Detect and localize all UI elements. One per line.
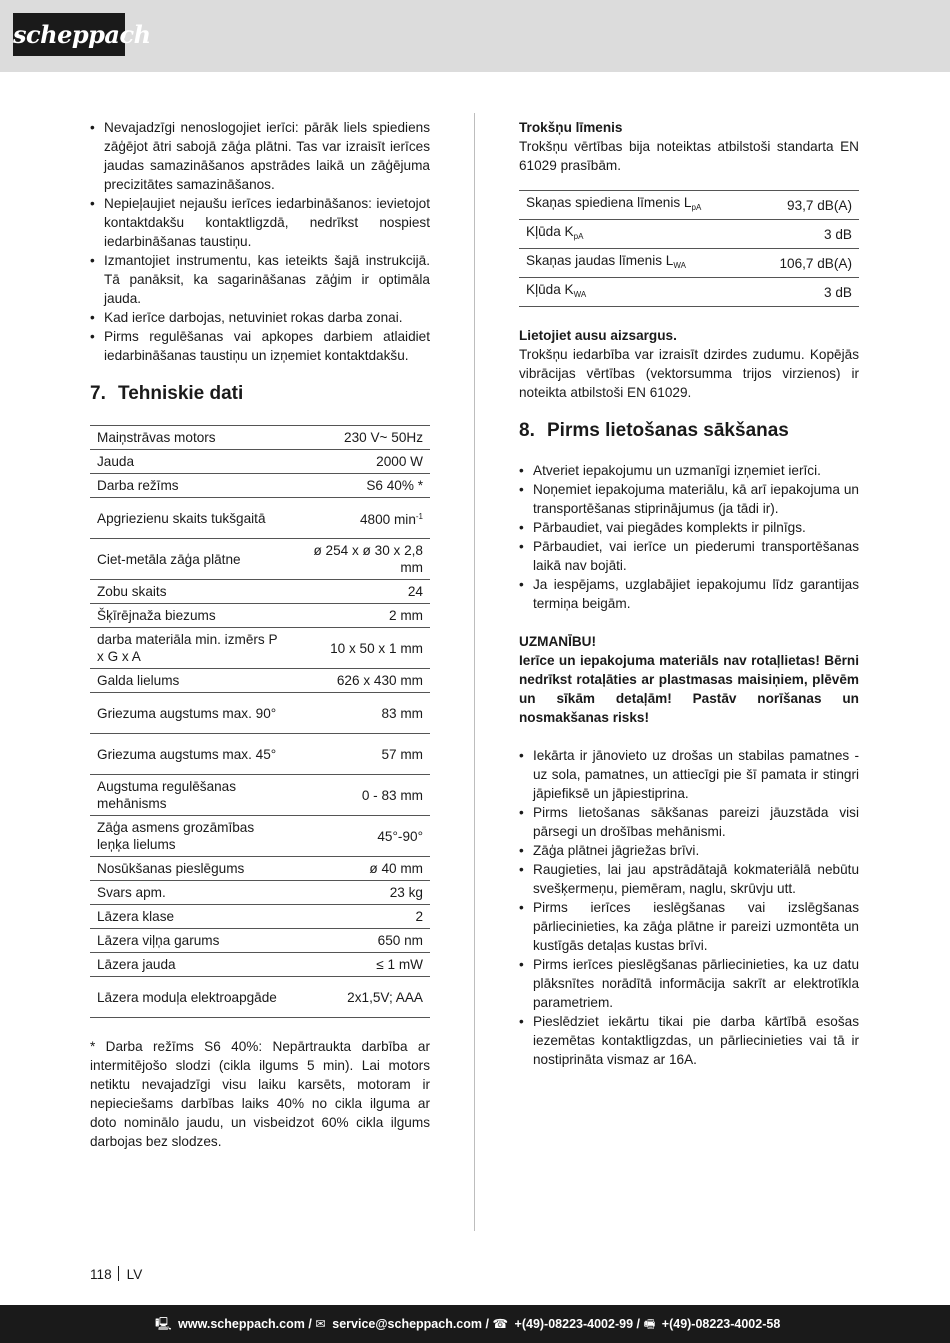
noise-value: 3 dB — [752, 220, 859, 249]
table-row — [519, 191, 859, 220]
spec-value: ≤ 1 mW — [287, 953, 430, 977]
footer-fax: +(49)-08223-4002-58 — [661, 1317, 781, 1331]
noise-text: Trokšņu vērtības bija noteiktas atbilstoši standarta EN 61029 prasībām. — [519, 139, 859, 173]
spec-label: Svars apm. — [90, 881, 287, 905]
spec-label: Zobu skaits — [90, 580, 287, 604]
spec-value: 45°-90° — [287, 816, 430, 857]
list-item: • Pirms ierīces pieslēgšanas pārliecinieties, ka uz datu plāksnītes norādītā informācija sakrīt ar elektrotīkla parametriem. — [519, 955, 859, 1012]
section-title: Pirms lietošanas sākšanas — [547, 420, 789, 441]
spec-value: S6 40% * — [287, 474, 430, 498]
table-row — [90, 929, 430, 953]
spec-label: Griezuma augstums max. 45° — [90, 734, 287, 775]
list-item: • Kad ierīce darbojas, netuviniet rokas darba zonai. — [90, 308, 430, 327]
footer-email[interactable]: service@scheppach.com — [332, 1317, 483, 1331]
rpm-superscript: -1 — [415, 512, 423, 521]
spec-value: 57 mm — [287, 734, 430, 775]
footer-separator: / — [485, 1317, 489, 1331]
setup-bullets — [519, 746, 859, 1069]
warning-title: UZMANĪBU! — [519, 634, 597, 649]
table-row — [90, 734, 430, 775]
ear-protection-text: Trokšņu iedarbība var izraisīt dzirdes zudumu. Kopējās vibrācijas vērtības (vektorsumma trijos virzienos) ir noteikta atbilstoši EN 61029. — [519, 347, 859, 400]
spec-value: 2 mm — [287, 604, 430, 628]
table-row — [90, 474, 430, 498]
spec-label: Augstuma regulēšanas mehānisms — [90, 775, 287, 816]
phone-icon: ☎ — [492, 1317, 509, 1331]
brand-logo: scheppach — [13, 13, 125, 56]
noise-label-subscript: pA — [573, 232, 584, 241]
spec-label: Ciet-metāla zāģa plātne — [90, 539, 287, 580]
page-number-separator — [118, 1266, 119, 1281]
noise-label-text: Kļūda K — [526, 224, 574, 239]
monitor-icon: 🖳 — [155, 1317, 172, 1331]
section-7-heading — [90, 382, 430, 406]
table-row — [90, 580, 430, 604]
spec-value: 83 mm — [287, 693, 430, 734]
table-row — [519, 249, 859, 278]
spec-label: Lāzera viļņa garums — [90, 929, 287, 953]
noise-label-subscript: WA — [673, 261, 686, 270]
table-row — [519, 220, 859, 249]
list-item: • Nevajadzīgi nenoslogojiet ierīci: pārāk liels spiediens zāģējot ātri sabojā zāģa plātni. Tas var izraisīt ierīces jaudas samazināšanos apstrādes laikā un zāģējuma precizitātes samazināšanos. — [90, 118, 430, 194]
footer-phone: +(49)-08223-4002-99 — [514, 1317, 634, 1331]
section-8-heading — [519, 419, 859, 443]
warning-text: Ierīce un iepakojuma materiāls nav rotaļlietas! Bērni nedrīkst rotaļāties ar plastmasas maisiņiem, plēvēm un sīkām detaļām! Pastāv norīšanas un nosmakšanas risks! — [519, 653, 859, 725]
table-row — [90, 426, 430, 450]
noise-table — [519, 190, 859, 307]
table-row — [90, 857, 430, 881]
spec-value: ø 254 x ø 30 x 2,8 mm — [287, 539, 430, 580]
footer-bar — [0, 1305, 950, 1343]
spec-value: 10 x 50 x 1 mm — [287, 628, 430, 669]
left-column — [90, 118, 430, 1151]
noise-value: 93,7 dB(A) — [752, 191, 859, 220]
spec-label: Lāzera jauda — [90, 953, 287, 977]
footer-separator: / — [308, 1317, 312, 1331]
column-divider — [474, 113, 475, 1231]
noise-label — [519, 220, 752, 249]
noise-label-subscript: WA — [573, 290, 587, 299]
section-number: 7. — [90, 383, 106, 404]
table-row — [90, 604, 430, 628]
list-item: • Raugieties, lai jau apstrādātajā kokmateriālā nebūtu svešķermeņu, piemēram, naglu, skrūvju utt. — [519, 860, 859, 898]
noise-label — [519, 278, 752, 307]
spec-label: Galda lielums — [90, 669, 287, 693]
table-row — [90, 693, 430, 734]
list-item: • Pirms lietošanas sākšanas pareizi jāuzstāda visi pārsegi un drošības mehānismi. — [519, 803, 859, 841]
list-item: • Pārbaudiet, vai piegādes komplekts ir pilnīgs. — [519, 518, 859, 537]
spec-label: Darba režīms — [90, 474, 287, 498]
table-row — [90, 450, 430, 474]
list-item: • Pieslēdziet iekārtu tikai pie darba kārtībā esošas iezemētas kontaktligzdas, un pārliecinieties vai tā ir nostiprināta vismaz ar 16A. — [519, 1012, 859, 1069]
noise-label-text: Kļūda K — [526, 282, 574, 297]
fax-icon: 🖷 — [643, 1317, 656, 1331]
spec-value: 626 x 430 mm — [287, 669, 430, 693]
spec-label: Zāģa asmens grozāmības leņķa lielums — [90, 816, 287, 857]
right-column — [519, 118, 859, 1069]
noise-value: 106,7 dB(A) — [752, 249, 859, 278]
spec-value: 2000 W — [287, 450, 430, 474]
spec-value: 23 kg — [287, 881, 430, 905]
table-row — [519, 278, 859, 307]
spec-value: 650 nm — [287, 929, 430, 953]
table-row — [90, 775, 430, 816]
noise-label-text: Skaņas jaudas līmenis L — [526, 253, 674, 268]
list-item: • Pirms regulēšanas vai apkopes darbiem atlaidiet iedarbināšanas taustiņu un izņemiet kontaktdakšu. — [90, 327, 430, 365]
list-item: • Atveriet iepakojumu un uzmanīgi izņemiet ierīci. — [519, 461, 859, 480]
page-number-value: 118 — [90, 1267, 112, 1282]
noise-label-text: Skaņas spiediena līmenis L — [526, 195, 692, 210]
list-item: • Noņemiet iepakojuma materiālu, kā arī iepakojuma un transportēšanas stiprinājumus (ja tādi ir). — [519, 480, 859, 518]
noise-value: 3 dB — [752, 278, 859, 307]
table-row — [90, 539, 430, 580]
mail-icon: ✉ — [315, 1317, 326, 1331]
tech-spec-table — [90, 425, 430, 1018]
spec-label: Lāzera klase — [90, 905, 287, 929]
list-item: • Zāģa plātnei jāgriežas brīvi. — [519, 841, 859, 860]
spec-value: 24 — [287, 580, 430, 604]
noise-label — [519, 249, 752, 278]
spec-label: Lāzera moduļa elektroapgāde — [90, 977, 287, 1018]
table-row — [90, 816, 430, 857]
footer-separator: / — [636, 1317, 640, 1331]
spec-value — [287, 498, 430, 539]
spec-label: Griezuma augstums max. 90° — [90, 693, 287, 734]
spec-label: Maiņstrāvas motors — [90, 426, 287, 450]
spec-label: Nosūkšanas pieslēgums — [90, 857, 287, 881]
noise-heading: Trokšņu līmenis — [519, 120, 623, 135]
table-row — [90, 628, 430, 669]
noise-label-subscript: pA — [691, 203, 702, 212]
footnote: * Darba režīms S6 40%: Nepārtraukta darbība ar intermitējošo slodzi (cikla ilgums 5 min). Lai motors netiktu nevajadzīgi visu laiku karsēts, motoram ir nepieciešams darbības laiks 40% no cikla ilguma ar doto nominālo jaudu, un visbeidzot 60% cikla ilgums darbojas bez slodzes. — [90, 1039, 430, 1149]
safety-bullets — [90, 118, 430, 365]
table-row — [90, 905, 430, 929]
spec-value: 2 — [287, 905, 430, 929]
list-item: • Pārbaudiet, vai ierīce un piederumi transportēšanas laikā nav bojāti. — [519, 537, 859, 575]
noise-label — [519, 191, 752, 220]
footer-website[interactable]: www.scheppach.com — [178, 1317, 305, 1331]
page-language: LV — [126, 1267, 143, 1282]
header-bar — [0, 0, 950, 72]
list-item: • Pirms ierīces ieslēgšanas vai izslēgšanas pārliecinieties, ka zāģa plātne ir pareizi uzmontēta un kustīgās detaļas kustas brīvi. — [519, 898, 859, 955]
table-row — [90, 977, 430, 1018]
spec-label: Jauda — [90, 450, 287, 474]
section-number: 8. — [519, 420, 535, 441]
list-item: • Ja iespējams, uzglabājiet iepakojumu līdz garantijas termiņa beigām. — [519, 575, 859, 613]
table-row — [90, 498, 430, 539]
table-row — [90, 881, 430, 905]
spec-value: ø 40 mm — [287, 857, 430, 881]
rpm-value: 4800 min — [359, 512, 416, 527]
section-title: Tehniskie dati — [118, 383, 244, 404]
spec-value: 230 V~ 50Hz — [287, 426, 430, 450]
list-item: • Nepieļaujiet nejaušu ierīces iedarbināšanos: ievietojot kontaktdakšu kontaktligzdā, nedrīkst nospiest iedarbināšanas taustiņu. — [90, 194, 430, 251]
spec-value: 0 - 83 mm — [287, 775, 430, 816]
ear-protection-heading: Lietojiet ausu aizsargus. — [519, 328, 677, 343]
spec-label: darba materiāla min. izmērs P x G x A — [90, 628, 287, 669]
spec-value: 2x1,5V; AAA — [287, 977, 430, 1018]
list-item: • Iekārta ir jānovieto uz drošas un stabilas pamatnes - uz sola, pamatnes, un attiecīgi pie šī pamata ir stingri jāpiefiksē un jāpiestiprina. — [519, 746, 859, 803]
table-row — [90, 953, 430, 977]
spec-label: Apgriezienu skaits tukšgaitā — [90, 498, 287, 539]
table-row — [90, 669, 430, 693]
spec-label: Šķīrējnaža biezums — [90, 604, 287, 628]
unpacking-bullets — [519, 461, 859, 613]
list-item: • Izmantojiet instrumentu, kas ieteikts šajā instrukcijā. Tā panāksit, ka sagarināšanas zāģim ir optimāla jauda. — [90, 251, 430, 308]
page-number — [90, 1266, 142, 1282]
